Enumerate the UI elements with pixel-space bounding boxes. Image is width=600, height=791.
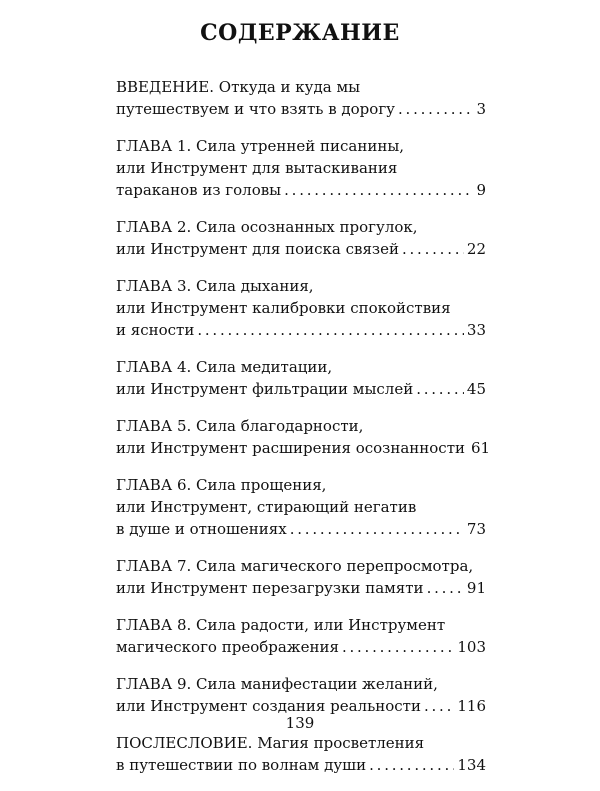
toc-entry-last-line bbox=[116, 437, 491, 459]
toc-entry-page: 134 bbox=[457, 756, 486, 774]
toc-entry-page: 103 bbox=[457, 638, 486, 656]
toc-entry-page: 61 bbox=[471, 439, 491, 457]
toc-entry-page: 9 bbox=[476, 181, 486, 199]
toc-entry-page: 33 bbox=[466, 321, 486, 339]
toc-entry bbox=[116, 76, 486, 120]
toc-entry-line: ГЛАВА 7. Сила магического перепросмотра, bbox=[116, 557, 474, 575]
toc-entry bbox=[116, 216, 486, 260]
toc-entry bbox=[116, 614, 486, 658]
dot-leader bbox=[402, 238, 464, 260]
toc-entry-last-line bbox=[116, 319, 486, 341]
dot-leader bbox=[290, 518, 464, 540]
toc-entry bbox=[116, 275, 486, 341]
toc-entry-line: в душе и отношениях bbox=[116, 520, 287, 538]
dot-leader bbox=[369, 754, 454, 776]
toc-entry bbox=[116, 135, 486, 201]
toc-entry-line: и ясности bbox=[116, 321, 195, 339]
toc-entry bbox=[116, 555, 486, 599]
toc-entry-line: ВВЕДЕНИЕ. Откуда и куда мы bbox=[116, 78, 361, 96]
toc-entry-last-line bbox=[116, 238, 486, 260]
toc-entry-line: магического преображения bbox=[116, 638, 339, 656]
toc-entry-line: ГЛАВА 1. Сила утренней писанины, bbox=[116, 137, 405, 155]
dot-leader bbox=[197, 319, 464, 341]
toc-entry-line: ГЛАВА 9. Сила манифестации желаний, bbox=[116, 675, 438, 693]
table-of-contents bbox=[116, 76, 491, 791]
dot-leader bbox=[284, 179, 473, 201]
toc-entry-page: 22 bbox=[466, 240, 486, 258]
toc-entry-line: или Инструмент, стирающий негатив bbox=[116, 498, 417, 516]
toc-entry bbox=[116, 673, 486, 717]
toc-entry-line: путешествуем и что взять в дорогу bbox=[116, 100, 396, 118]
page-title: СОДЕРЖАНИЕ bbox=[200, 20, 400, 46]
page-number: 139 bbox=[285, 714, 315, 732]
toc-entry bbox=[116, 415, 491, 459]
toc-entry-line: ГЛАВА 4. Сила медитации, bbox=[116, 358, 333, 376]
toc-entry-line: ГЛАВА 6. Сила прощения, bbox=[116, 476, 327, 494]
toc-entry-last-line bbox=[116, 98, 486, 120]
toc-entry-last-line bbox=[116, 179, 486, 201]
dot-leader bbox=[416, 378, 464, 400]
toc-entry-line: ПОСЛЕСЛОВИЕ. Магия просветления bbox=[116, 734, 425, 752]
toc-entry-last-line bbox=[116, 518, 486, 540]
toc-entry-line: или Инструмент фильтрации мыслей bbox=[116, 380, 414, 398]
toc-entry-last-line bbox=[116, 378, 486, 400]
toc-entry-line: или Инструмент создания реальности bbox=[116, 697, 421, 715]
dot-leader bbox=[342, 636, 454, 658]
toc-entry-page: 91 bbox=[466, 579, 486, 597]
toc-entry-page: 3 bbox=[476, 100, 486, 118]
toc-entry-last-line bbox=[116, 577, 486, 599]
toc-entry-last-line bbox=[116, 754, 486, 776]
toc-entry-page: 116 bbox=[457, 697, 486, 715]
toc-entry-line: ГЛАВА 3. Сила дыхания, bbox=[116, 277, 314, 295]
toc-entry-last-line bbox=[116, 636, 486, 658]
toc-entry-line: ГЛАВА 8. Сила радости, или Инструмент bbox=[116, 616, 446, 634]
toc-entry-line: или Инструмент для поиска связей bbox=[116, 240, 399, 258]
toc-entry-line: или Инструмент калибровки спокойствия bbox=[116, 299, 451, 317]
toc-entry bbox=[116, 474, 486, 540]
toc-entry bbox=[116, 356, 486, 400]
toc-entry-line: ГЛАВА 2. Сила осознанных прогулок, bbox=[116, 218, 418, 236]
toc-entry-line: в путешествии по волнам души bbox=[116, 756, 367, 774]
toc-entry-line: или Инструмент расширения осознанности bbox=[116, 439, 466, 457]
toc-entry-page: 73 bbox=[466, 520, 486, 538]
toc-entry-line: тараканов из головы bbox=[116, 181, 282, 199]
dot-leader bbox=[427, 577, 464, 599]
dot-leader bbox=[398, 98, 473, 120]
toc-entry bbox=[116, 732, 486, 776]
toc-entry-line: или Инструмент для вытаскивания bbox=[116, 159, 398, 177]
toc-entry-page: 45 bbox=[466, 380, 486, 398]
toc-entry-line: или Инструмент перезагрузки памяти bbox=[116, 579, 424, 597]
toc-entry-line: ГЛАВА 5. Сила благодарности, bbox=[116, 417, 364, 435]
